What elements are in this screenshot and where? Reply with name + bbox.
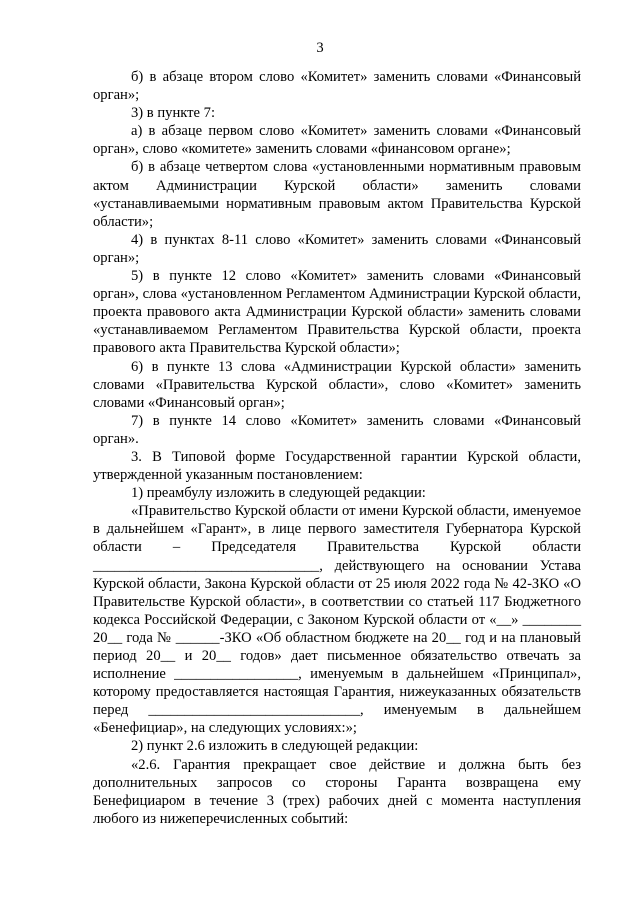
paragraph: «Правительство Курской области от имени Курской области, именуемое в дальнейшем «Гарант», в лице первого заместителя Губернатора Курской области – Председателя Правительства Курской области _______________________________, действующего на основании Устава Курской области, Закона Курской области от 25 июля 2022 года № 42-ЗКО «О Правительстве Курской области», в соответствии со статьей 117 Бюджетного кодекса Российской Федерации, с Законом Курской области от «__» ________ 20__ года № ______-ЗКО «Об областном бюджете на 20__ год и на плановый период 20__ и 20__ годов» дает письменное обязательство отвечать за исполнение _________________, именуемым в дальнейшем «Принципал», которому предоставляется настоящая Гарантия, нижеуказанных обязательств перед _____________________________, именуемым в дальнейшем «Бенефициар», на следующих условиях:»; bbox=[93, 503, 581, 737]
paragraph: 6) в пункте 13 слова «Администрации Курской области» заменить словами «Правительства Курской области», слово «Комитет» заменить словами «Финансовый орган»; bbox=[93, 358, 581, 411]
paragraph: «2.6. Гарантия прекращает свое действие и должна быть без дополнительных запросов со стороны Гаранта возвращена ему Бенефициаром в течение 3 (трех) рабочих дней с момента наступления любого из нижеперечисленных событий: bbox=[93, 756, 581, 827]
paragraph: 3) в пункте 7: bbox=[131, 105, 216, 122]
paragraph: 5) в пункте 12 слово «Комитет» заменить словами «Финансовый орган», слова «установленном Регламентом Администрации Курской области, проекта правового акта Администрации Курской области» заменить словами «устанавливаемом Регламентом Правительства Курской области, проекта правового акта Правительства Курской области»; bbox=[93, 268, 581, 357]
paragraph: 2) пункт 2.6 изложить в следующей редакции: bbox=[131, 738, 419, 755]
paragraph: б) в абзаце четвертом слова «установленными нормативным правовым актом Администрации Курской области» заменить словами «устанавливаемыми нормативным правовым актом Правительства Курской области»; bbox=[93, 159, 581, 230]
paragraph: 4) в пунктах 8-11 слово «Комитет» заменить словами «Финансовый орган»; bbox=[93, 231, 581, 266]
page-number: 3 bbox=[316, 40, 324, 56]
paragraph: а) в абзаце первом слово «Комитет» заменить словами «Финансовый орган», слово «комитете» заменить словами «финансовом органе»; bbox=[93, 123, 581, 158]
paragraph: 3. В Типовой форме Государственной гарантии Курской области, утвержденной указанным постановлением: bbox=[93, 448, 581, 484]
paragraph: 7) в пункте 14 слово «Комитет» заменить словами «Финансовый орган». bbox=[93, 412, 581, 447]
paragraph: б) в абзаце втором слово «Комитет» заменить словами «Финансовый орган»; bbox=[93, 69, 581, 104]
document-body bbox=[93, 68, 581, 828]
paragraph: 1) преамбулу изложить в следующей редакции: bbox=[131, 485, 426, 502]
